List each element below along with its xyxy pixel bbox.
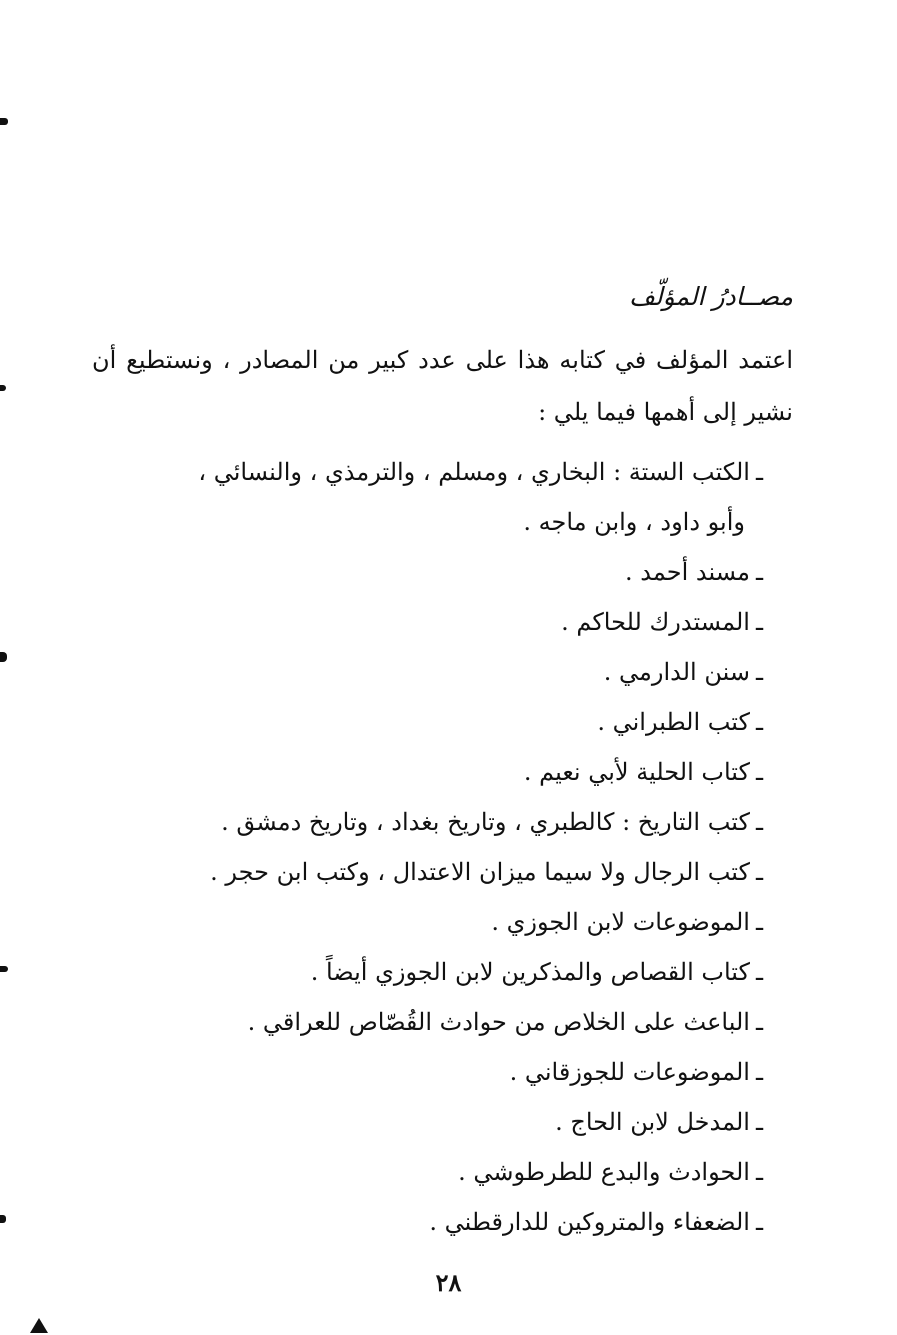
list-item-text: المستدرك للحاكم . bbox=[561, 608, 750, 636]
list-item-text: مسند أحمد . bbox=[625, 558, 750, 586]
list-item bbox=[510, 1058, 763, 1086]
list-item bbox=[491, 908, 763, 936]
list-item bbox=[429, 1208, 763, 1236]
list-dash: ـ bbox=[755, 1208, 763, 1236]
list-item bbox=[604, 658, 763, 686]
list-item-text: كتاب القصاص والمذكرين لابن الجوزي أيضاً . bbox=[310, 958, 750, 986]
list-dash: ـ bbox=[755, 1158, 763, 1186]
scan-artifact bbox=[0, 966, 8, 972]
list-dash: ـ bbox=[755, 708, 763, 736]
list-item bbox=[221, 808, 763, 836]
list-dash: ـ bbox=[755, 758, 763, 786]
list-dash: ـ bbox=[755, 608, 763, 636]
scan-artifact bbox=[0, 652, 7, 662]
section-heading: مصــادرُ المؤلّف bbox=[629, 282, 793, 311]
list-item-text: الموضوعات لابن الجوزي . bbox=[491, 908, 750, 936]
list-item bbox=[458, 1158, 763, 1186]
list-item bbox=[597, 708, 763, 736]
list-item-text: الضعفاء والمتروكين للدارقطني . bbox=[429, 1208, 750, 1236]
list-item-text: كتب الطبراني . bbox=[597, 708, 750, 736]
list-item-text: الموضوعات للجوزقاني . bbox=[509, 1058, 750, 1086]
scan-artifact bbox=[0, 118, 8, 125]
list-dash: ـ bbox=[755, 958, 763, 986]
page-number: ٢٨ bbox=[435, 1268, 462, 1297]
list-item-text: الحوادث والبدع للطرطوشي . bbox=[458, 1158, 750, 1186]
list-item-text: المدخل لابن الحاج . bbox=[555, 1108, 750, 1136]
list-dash: ـ bbox=[755, 458, 763, 486]
scan-artifact bbox=[0, 385, 6, 391]
intro-line-1: اعتمد المؤلف في كتابه هذا على عدد كبير من المصادر ، ونستطيع أن bbox=[92, 346, 793, 374]
list-item-text: كتب الرجال ولا سيما ميزان الاعتدال ، وكتب ابن حجر . bbox=[210, 858, 750, 886]
list-item-text: كتاب الحلية لأبي نعيم . bbox=[523, 758, 750, 786]
list-item-text: سنن الدارمي . bbox=[603, 658, 750, 686]
intro-line-2: نشير إلى أهمها فيما يلي : bbox=[538, 398, 793, 426]
list-dash: ـ bbox=[755, 1008, 763, 1036]
list-item-continuation: وأبو داود ، وابن ماجه . bbox=[523, 508, 745, 536]
list-item bbox=[92, 458, 763, 486]
list-dash: ـ bbox=[755, 558, 763, 586]
list-dash: ـ bbox=[755, 1108, 763, 1136]
list-dash: ـ bbox=[755, 858, 763, 886]
scan-artifact bbox=[0, 1215, 6, 1223]
list-dash: ـ bbox=[755, 908, 763, 936]
list-dash: ـ bbox=[755, 808, 763, 836]
list-item-text: الباعث على الخلاص من حوادث القُصّاص للعراقي . bbox=[247, 1008, 750, 1036]
list-item bbox=[210, 858, 763, 886]
list-item-text: الكتب الستة : البخاري ، ومسلم ، والترمذي ، والنسائي ، bbox=[198, 458, 750, 486]
list-item bbox=[248, 1008, 763, 1036]
list-dash: ـ bbox=[755, 1058, 763, 1086]
list-item bbox=[524, 758, 763, 786]
list-item bbox=[311, 958, 763, 986]
list-item bbox=[555, 1108, 763, 1136]
scan-artifact bbox=[30, 1318, 48, 1333]
list-dash: ـ bbox=[755, 658, 763, 686]
list-item-text: كتب التاريخ : كالطبري ، وتاريخ بغداد ، وتاريخ دمشق . bbox=[221, 808, 750, 836]
list-item bbox=[561, 608, 763, 636]
list-item bbox=[625, 558, 763, 586]
